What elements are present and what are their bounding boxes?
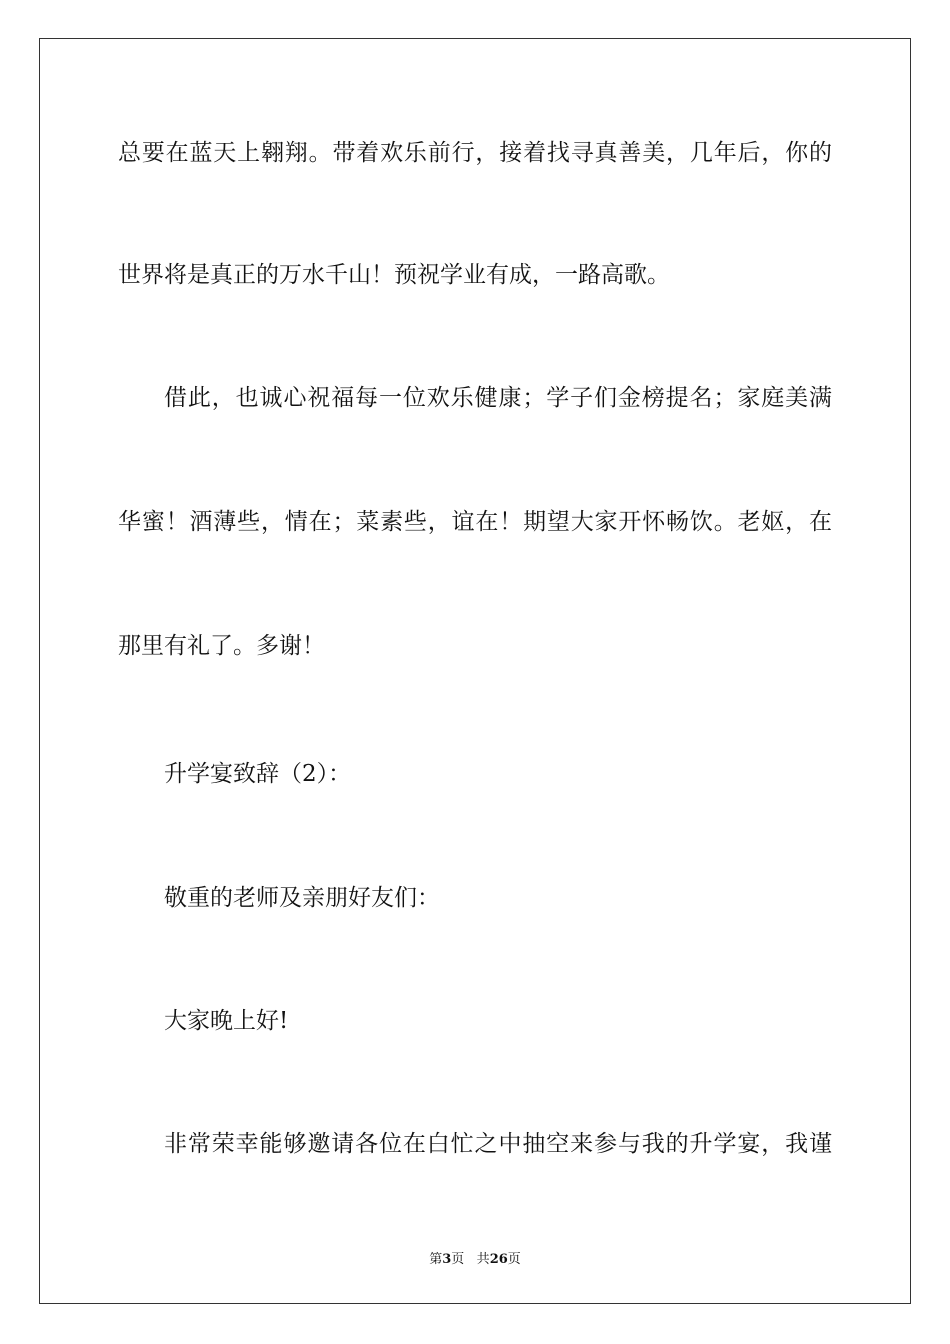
footer-page-current: 3	[442, 1252, 452, 1267]
section-heading: 升学宴致辞（2）：	[164, 761, 352, 787]
paragraph-1-line-2: 世界将是真正的万水千山！预祝学业有成，一路高歌。	[118, 262, 670, 288]
footer-page-total: 26	[489, 1252, 508, 1267]
paragraph-1-line-1: 总要在蓝天上翱翔。带着欢乐前行，接着找寻真善美，几年后，你的	[118, 140, 832, 166]
footer-page-prefix: 第	[429, 1252, 443, 1267]
page-frame	[39, 38, 911, 1304]
paragraph-3-line-1: 非常荣幸能够邀请各位在白忙之中抽空来参与我的升学宴，我谨	[164, 1131, 832, 1157]
footer-page-suffix: 页	[451, 1252, 465, 1267]
paragraph-2-line-2: 华蜜！酒薄些，情在；菜素些，谊在！期望大家开怀畅饮。老妪，在	[118, 509, 832, 535]
paragraph-2-line-1: 借此，也诚心祝福每一位欢乐健康；学子们金榜提名；家庭美满	[164, 385, 832, 411]
paragraph-2-line-3: 那里有礼了。多谢！	[118, 633, 325, 659]
page-footer	[0, 1248, 950, 1267]
footer-total-prefix: 共	[476, 1252, 490, 1267]
greeting: 大家晚上好!	[164, 1008, 289, 1034]
salutation: 敬重的老师及亲朋好友们：	[164, 885, 440, 911]
footer-total-suffix: 页	[507, 1252, 521, 1267]
